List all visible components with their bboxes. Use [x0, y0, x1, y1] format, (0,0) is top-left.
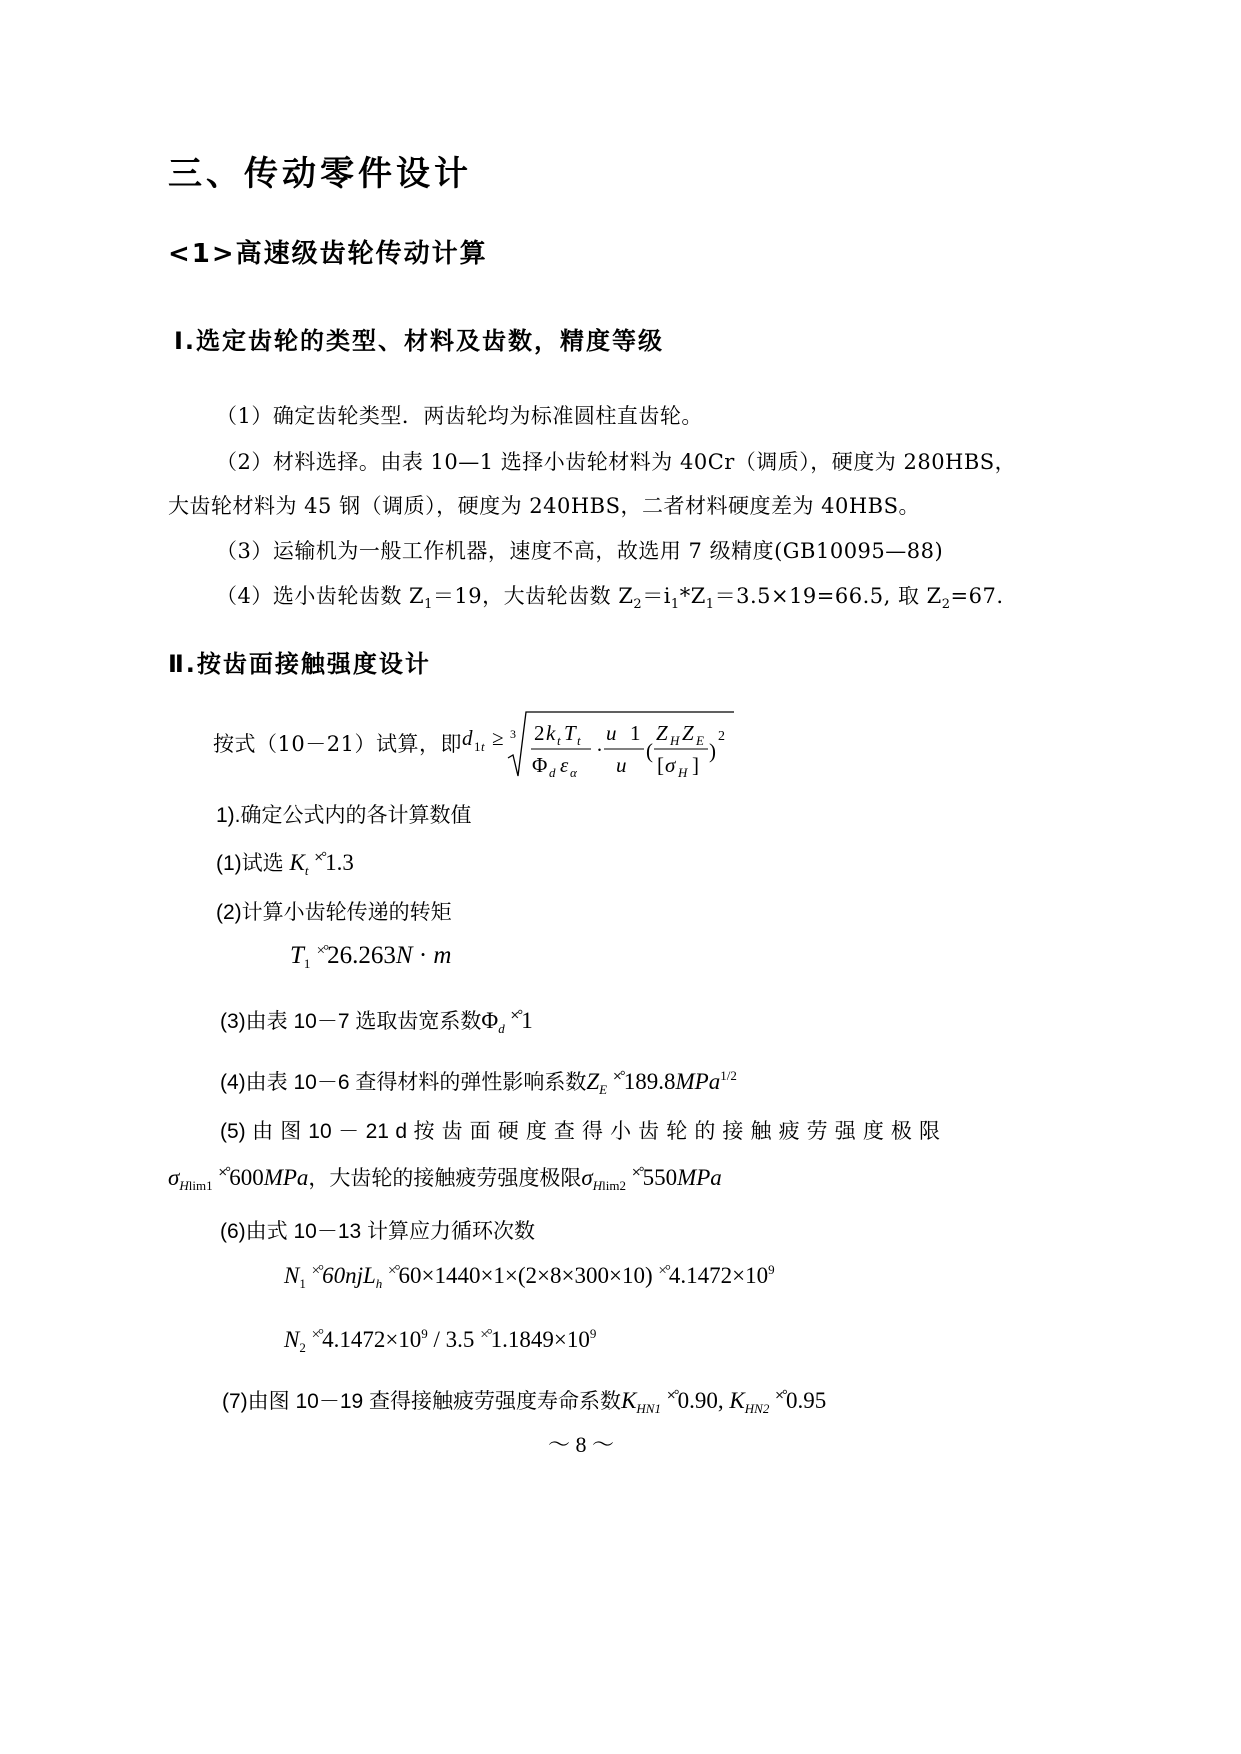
formula-intro: 按式（10－21）试算，即 — [213, 732, 462, 756]
svg-text:T: T — [564, 721, 576, 745]
step-1-2: (2)计算小齿轮传递的转矩 — [216, 901, 452, 924]
svg-text:1: 1 — [474, 739, 481, 754]
svg-text:α: α — [570, 765, 577, 780]
svg-text:]: ] — [692, 753, 699, 777]
svg-text:d: d — [549, 765, 556, 780]
svg-text:t: t — [577, 733, 581, 748]
svg-text:·: · — [596, 738, 603, 762]
svg-text:E: E — [696, 733, 704, 748]
equals-glyph-icon: ×° — [510, 1007, 522, 1024]
step-1-7: (7)由图 10－19 查得接触疲劳强度寿命系数$K_{HN1}$ ×°0.90, $K_{HN2}$ ×°0.95 — [222, 1387, 827, 1416]
equals-glyph-icon: ×° — [658, 1263, 669, 1279]
svg-text:H: H — [678, 765, 688, 780]
equals-glyph-icon: ×° — [314, 849, 326, 866]
step-1-4: (4)由表 10－6 查得材料的弹性影响系数$Z_E$ ×°189.8MPa$^{1/2}$ — [220, 1068, 737, 1097]
svg-text:Z: Z — [682, 721, 694, 745]
svg-text:1: 1 — [630, 721, 641, 745]
svg-text:2: 2 — [534, 721, 545, 745]
svg-text:d: d — [462, 726, 473, 750]
step-1-3: (3)由表 10－7 选取齿宽系数$\Phi_d$ ×°1 — [220, 1007, 533, 1036]
svg-text:k: k — [546, 721, 556, 745]
equals-glyph-icon: ×° — [388, 1263, 399, 1279]
part2-title: Ⅱ.按齿面接触强度设计 — [168, 650, 431, 678]
svg-text:Φ: Φ — [532, 753, 548, 777]
design-formula — [456, 700, 746, 790]
svg-text:[: [ — [657, 753, 664, 777]
svg-text:u: u — [606, 721, 617, 745]
svg-text:): ) — [709, 739, 716, 763]
step-1-5-line1: (5) 由 图 10 － 21 d 按 齿 面 硬 度 查 得 小 齿 轮 的 接 触 疲 劳 强 度 极 限 — [220, 1120, 940, 1143]
svg-text:(: ( — [646, 739, 653, 763]
part1-title: Ⅰ.选定齿轮的类型、材料及齿数，精度等级 — [174, 327, 665, 355]
step-1-6: (6)由式 10－13 计算应力循环次数 — [220, 1220, 536, 1243]
item-2-line2: 大齿轮材料为 45 钢（调质），硬度为 240HBS，二者材料硬度差为 40HBS。 — [168, 494, 920, 518]
equals-glyph-icon: ×° — [316, 943, 328, 959]
item-3: （3）运输机为一般工作机器，速度不高，故选用 7 级精度(GB10095—88) — [216, 539, 944, 563]
n2-equation: $N_2$ $^{\times^\circ}4.1472\times 10^9 / 3.5$ $^{\times^\circ}1.1849\times 10^9$ — [284, 1326, 597, 1355]
item-2-line1: （2）材料选择。由表 10—1 选择小齿轮材料为 40Cr（调质），硬度为 280HBS， — [216, 450, 1017, 474]
item-4: （4）选小齿轮齿数 $Z_1=19$，大齿轮齿数 $Z_2=i_1*Z_1=3.5\times 19=66.5$, 取 $Z_2=67$. — [216, 584, 1004, 612]
torque-value: $T_1$ ×°26.263N · m — [290, 942, 452, 971]
svg-text:ε: ε — [560, 753, 569, 777]
svg-text:t: t — [557, 733, 561, 748]
svg-text:Z: Z — [656, 721, 668, 745]
equals-glyph-icon: ×° — [480, 1327, 491, 1343]
step-1: 1).确定公式内的各计算数值 — [216, 804, 472, 827]
step-1-1: (1)试选 $K_t$ ×°1.3 — [216, 849, 354, 878]
svg-text:u: u — [616, 753, 627, 777]
equals-glyph-icon: ×° — [218, 1164, 230, 1181]
subsection-title: <1>高速级齿轮传动计算 — [168, 239, 488, 269]
page-number: ～ 8 ～ — [548, 1432, 615, 1457]
equals-glyph-icon: ×° — [311, 1327, 323, 1343]
equals-glyph-icon: ×° — [612, 1068, 624, 1085]
n1-equation: $N_1$ ×°60njL$_h$ ×°60×1440×1×(2×8×300×10) $^{\times^\circ}4.1472\times 10^9$ — [284, 1262, 775, 1291]
step-1-5-line2: $\sigma_{Hlim1}$ ×°600MPa，大齿轮的接触疲劳强度极限$\sigma_{Hlim2}$ ×°550MPa — [168, 1164, 722, 1193]
item-1: （1）确定齿轮类型．两齿轮均为标准圆柱直齿轮。 — [216, 404, 703, 428]
svg-text:H: H — [670, 733, 680, 748]
svg-text:3: 3 — [510, 727, 516, 741]
equals-glyph-icon: ×° — [631, 1164, 643, 1181]
svg-text:t: t — [481, 739, 485, 754]
svg-text:σ: σ — [665, 753, 676, 777]
equals-glyph-icon: ×° — [311, 1263, 323, 1279]
svg-text:2: 2 — [718, 729, 725, 744]
section-title: 三、传动零件设计 — [168, 154, 472, 194]
svg-text:≥: ≥ — [492, 726, 504, 750]
equals-glyph-icon: ×° — [666, 1387, 678, 1404]
equals-glyph-icon: ×° — [775, 1387, 786, 1404]
